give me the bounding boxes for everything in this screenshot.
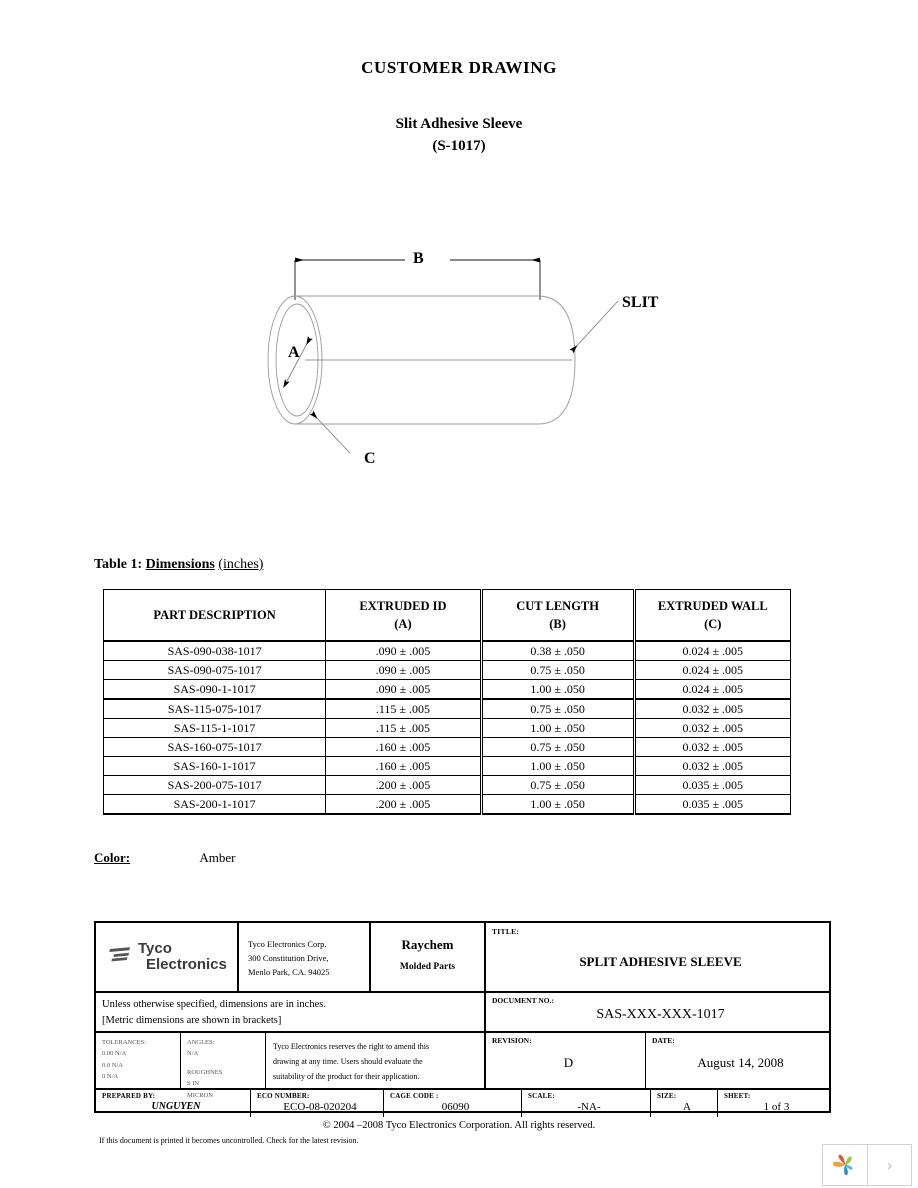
date-label: DATE:	[652, 1036, 675, 1045]
angles-label: ANGLES:	[187, 1039, 215, 1046]
table-row	[104, 757, 791, 776]
dimension-label-b: B	[413, 250, 424, 267]
column-header-cut-length: CUT LENGTH (B)	[481, 590, 634, 642]
table-header-row	[104, 590, 791, 642]
cell-cut-length: 0.75 ± .050	[481, 738, 634, 757]
date-value: August 14, 2008	[697, 1055, 784, 1070]
size-value: A	[683, 1101, 691, 1113]
table-caption	[94, 557, 263, 573]
revision-value: D	[563, 1055, 574, 1070]
address-line-3: Menlo Park, CA. 94025	[248, 967, 330, 978]
tolerances-cell	[96, 1033, 181, 1090]
revision-label: REVISION:	[492, 1036, 532, 1045]
cell-cut-length: 1.00 ± .050	[481, 719, 634, 738]
prepared-by-label: PREPARED BY:	[102, 1092, 156, 1100]
cell-extruded-wall: 0.035 ± .005	[634, 776, 790, 795]
disclaimer-line-3: suitability of the product for their application.	[273, 1072, 420, 1082]
cage-code-value: 06090	[441, 1101, 470, 1113]
leaf-petals-svg	[830, 1150, 860, 1180]
tolerance-line-3: 0 N/A	[102, 1073, 119, 1081]
cell-part: SAS-115-1-1017	[104, 719, 326, 738]
uncontrolled-notice: If this document is printed it becomes uncontrolled. Check for the latest revision.	[99, 1136, 359, 1145]
cell-extruded-id: .160 ± .005	[326, 757, 481, 776]
document-number-field	[486, 993, 829, 1033]
cell-part: SAS-115-075-1017	[104, 699, 326, 719]
cell-cut-length: 1.00 ± .050	[481, 680, 634, 700]
tyco-electronics-logo	[96, 923, 239, 991]
roughness-line-2: S IN	[187, 1080, 200, 1088]
cell-extruded-id: .200 ± .005	[326, 795, 481, 815]
cage-code-label: CAGE CODE :	[390, 1092, 439, 1100]
sheet-value: 1 of 3	[763, 1101, 790, 1113]
cage-code-field	[384, 1090, 522, 1117]
table-row	[104, 641, 791, 661]
next-page-chevron-icon[interactable]: ›	[887, 1156, 892, 1174]
document-number-value: SAS-XXX-XXX-1017	[596, 1007, 725, 1022]
title-block-row-identity	[96, 923, 829, 993]
scale-value: -NA-	[577, 1101, 601, 1113]
cell-cut-length: 0.75 ± .050	[481, 661, 634, 680]
cell-part: SAS-200-1-1017	[104, 795, 326, 815]
cell-extruded-id: .115 ± .005	[326, 699, 481, 719]
technical-drawing	[250, 238, 710, 488]
address-line-2: 300 Constitution Drive,	[248, 953, 329, 964]
cell-extruded-id: .090 ± .005	[326, 680, 481, 700]
cell-cut-length: 1.00 ± .050	[481, 795, 634, 815]
dimension-label-c: C	[364, 450, 376, 467]
size-label: SIZE:	[657, 1092, 677, 1100]
table-row	[104, 699, 791, 719]
cell-part: SAS-160-1-1017	[104, 757, 326, 776]
table-body	[104, 641, 791, 814]
color-value: Amber	[199, 850, 236, 865]
title-block-row-meta	[96, 1090, 829, 1117]
roughness-line-1: ROUGHNES	[187, 1068, 223, 1076]
tolerance-line-1: 0.00 N/A	[102, 1050, 127, 1058]
angles-cell	[181, 1033, 266, 1099]
address-line-1: Tyco Electronics Corp.	[248, 939, 327, 949]
eco-number-label: ECO NUMBER:	[257, 1092, 310, 1100]
brand-name: Raychem	[401, 937, 454, 952]
sleeve-diagram-svg	[250, 238, 710, 488]
angles-value: N/A	[187, 1050, 199, 1058]
revision-field	[486, 1033, 646, 1090]
tolerance-line-2: 0.0 N/A	[102, 1061, 123, 1069]
cell-cut-length: 0.38 ± .050	[481, 641, 634, 661]
cell-extruded-id: .115 ± .005	[326, 719, 481, 738]
title-block	[94, 921, 831, 1113]
cell-cut-length: 1.00 ± .050	[481, 757, 634, 776]
tolerances-label: TOLERANCES:	[102, 1039, 146, 1046]
table-row	[104, 719, 791, 738]
disclaimer-line-1: Tyco Electronics reserves the right to amend this	[273, 1042, 430, 1051]
column-header-part-description: PART DESCRIPTION	[104, 590, 326, 642]
prepared-by-field	[96, 1090, 251, 1117]
disclaimer-cell	[266, 1033, 486, 1090]
roughness-line-3: MICRON	[187, 1091, 214, 1099]
cell-extruded-wall: 0.024 ± .005	[634, 661, 790, 680]
scale-label: SCALE:	[528, 1092, 555, 1100]
cell-extruded-wall: 0.032 ± .005	[634, 757, 790, 776]
cell-extruded-id: .090 ± .005	[326, 661, 481, 680]
tyco-bars-icon	[106, 944, 132, 970]
cell-extruded-id: .160 ± .005	[326, 738, 481, 757]
cell-extruded-wall: 0.032 ± .005	[634, 699, 790, 719]
logo-text-electronics: Electronics	[146, 956, 227, 973]
cell-part: SAS-090-038-1017	[104, 641, 326, 661]
table-caption-bold: Dimensions	[145, 557, 215, 572]
drawing-subtitle-code: (S-1017)	[432, 138, 486, 154]
table-row	[104, 776, 791, 795]
disclaimer-line-2: drawing at any time. Users should evaluate the	[273, 1057, 423, 1067]
cell-extruded-wall: 0.035 ± .005	[634, 795, 790, 815]
cell-part: SAS-090-075-1017	[104, 661, 326, 680]
cell-cut-length: 0.75 ± .050	[481, 699, 634, 719]
drawing-subtitle: Slit Adhesive Sleeve	[395, 116, 523, 132]
general-notes	[96, 993, 486, 1033]
eco-number-value: ECO-08-020204	[283, 1101, 357, 1113]
column-header-extruded-wall: EXTRUDED WALL (C)	[634, 590, 790, 642]
notes-line-1: Unless otherwise specified, dimensions are in inches.	[102, 999, 326, 1010]
table-row	[104, 680, 791, 700]
table-row	[104, 661, 791, 680]
page-title: CUSTOMER DRAWING	[361, 58, 557, 77]
cell-extruded-wall: 0.024 ± .005	[634, 680, 790, 700]
leaf-petals-logo-icon[interactable]	[823, 1145, 868, 1185]
logo-text-tyco: Tyco	[138, 939, 172, 957]
document-number-label: DOCUMENT NO.:	[492, 996, 554, 1005]
color-spec	[94, 850, 235, 866]
cell-extruded-id: .200 ± .005	[326, 776, 481, 795]
sheet-field	[718, 1090, 829, 1117]
column-header-extruded-id: EXTRUDED ID (A)	[326, 590, 481, 642]
date-field	[646, 1033, 829, 1090]
title-field-label: TITLE:	[492, 927, 520, 936]
color-label: Color:	[94, 850, 131, 865]
cell-extruded-id: .090 ± .005	[326, 641, 481, 661]
brand-subtitle: Molded Parts	[399, 962, 456, 972]
sheet-label: SHEET:	[724, 1092, 751, 1100]
size-field	[651, 1090, 718, 1117]
title-field-value: SPLIT ADHESIVE SLEEVE	[579, 954, 742, 969]
eco-number-field	[251, 1090, 384, 1117]
prepared-by-value: UNGUYEN	[151, 1101, 201, 1112]
table-row	[104, 738, 791, 757]
table-caption-prefix: Table 1:	[94, 557, 143, 572]
scale-field	[522, 1090, 651, 1117]
cell-cut-length: 0.75 ± .050	[481, 776, 634, 795]
slit-callout-label: SLIT	[622, 294, 659, 311]
cell-part: SAS-160-075-1017	[104, 738, 326, 757]
dimension-label-a: A	[288, 344, 300, 361]
cell-extruded-wall: 0.032 ± .005	[634, 738, 790, 757]
company-address	[239, 923, 371, 991]
title-block-row-notes	[96, 993, 829, 1033]
title-field	[486, 923, 829, 991]
cell-part: SAS-200-075-1017	[104, 776, 326, 795]
copyright-notice: © 2004 –2008 Tyco Electronics Corporation. All rights reserved.	[322, 1120, 596, 1131]
page-nav-widget[interactable]	[822, 1144, 912, 1186]
brand-cell	[371, 923, 486, 991]
cell-extruded-wall: 0.032 ± .005	[634, 719, 790, 738]
cell-part: SAS-090-1-1017	[104, 680, 326, 700]
notes-line-2: [Metric dimensions are shown in brackets]	[102, 1014, 282, 1026]
dimensions-table	[103, 589, 791, 815]
table-row	[104, 795, 791, 815]
table-caption-units: (inches)	[218, 557, 264, 572]
cell-extruded-wall: 0.024 ± .005	[634, 641, 790, 661]
